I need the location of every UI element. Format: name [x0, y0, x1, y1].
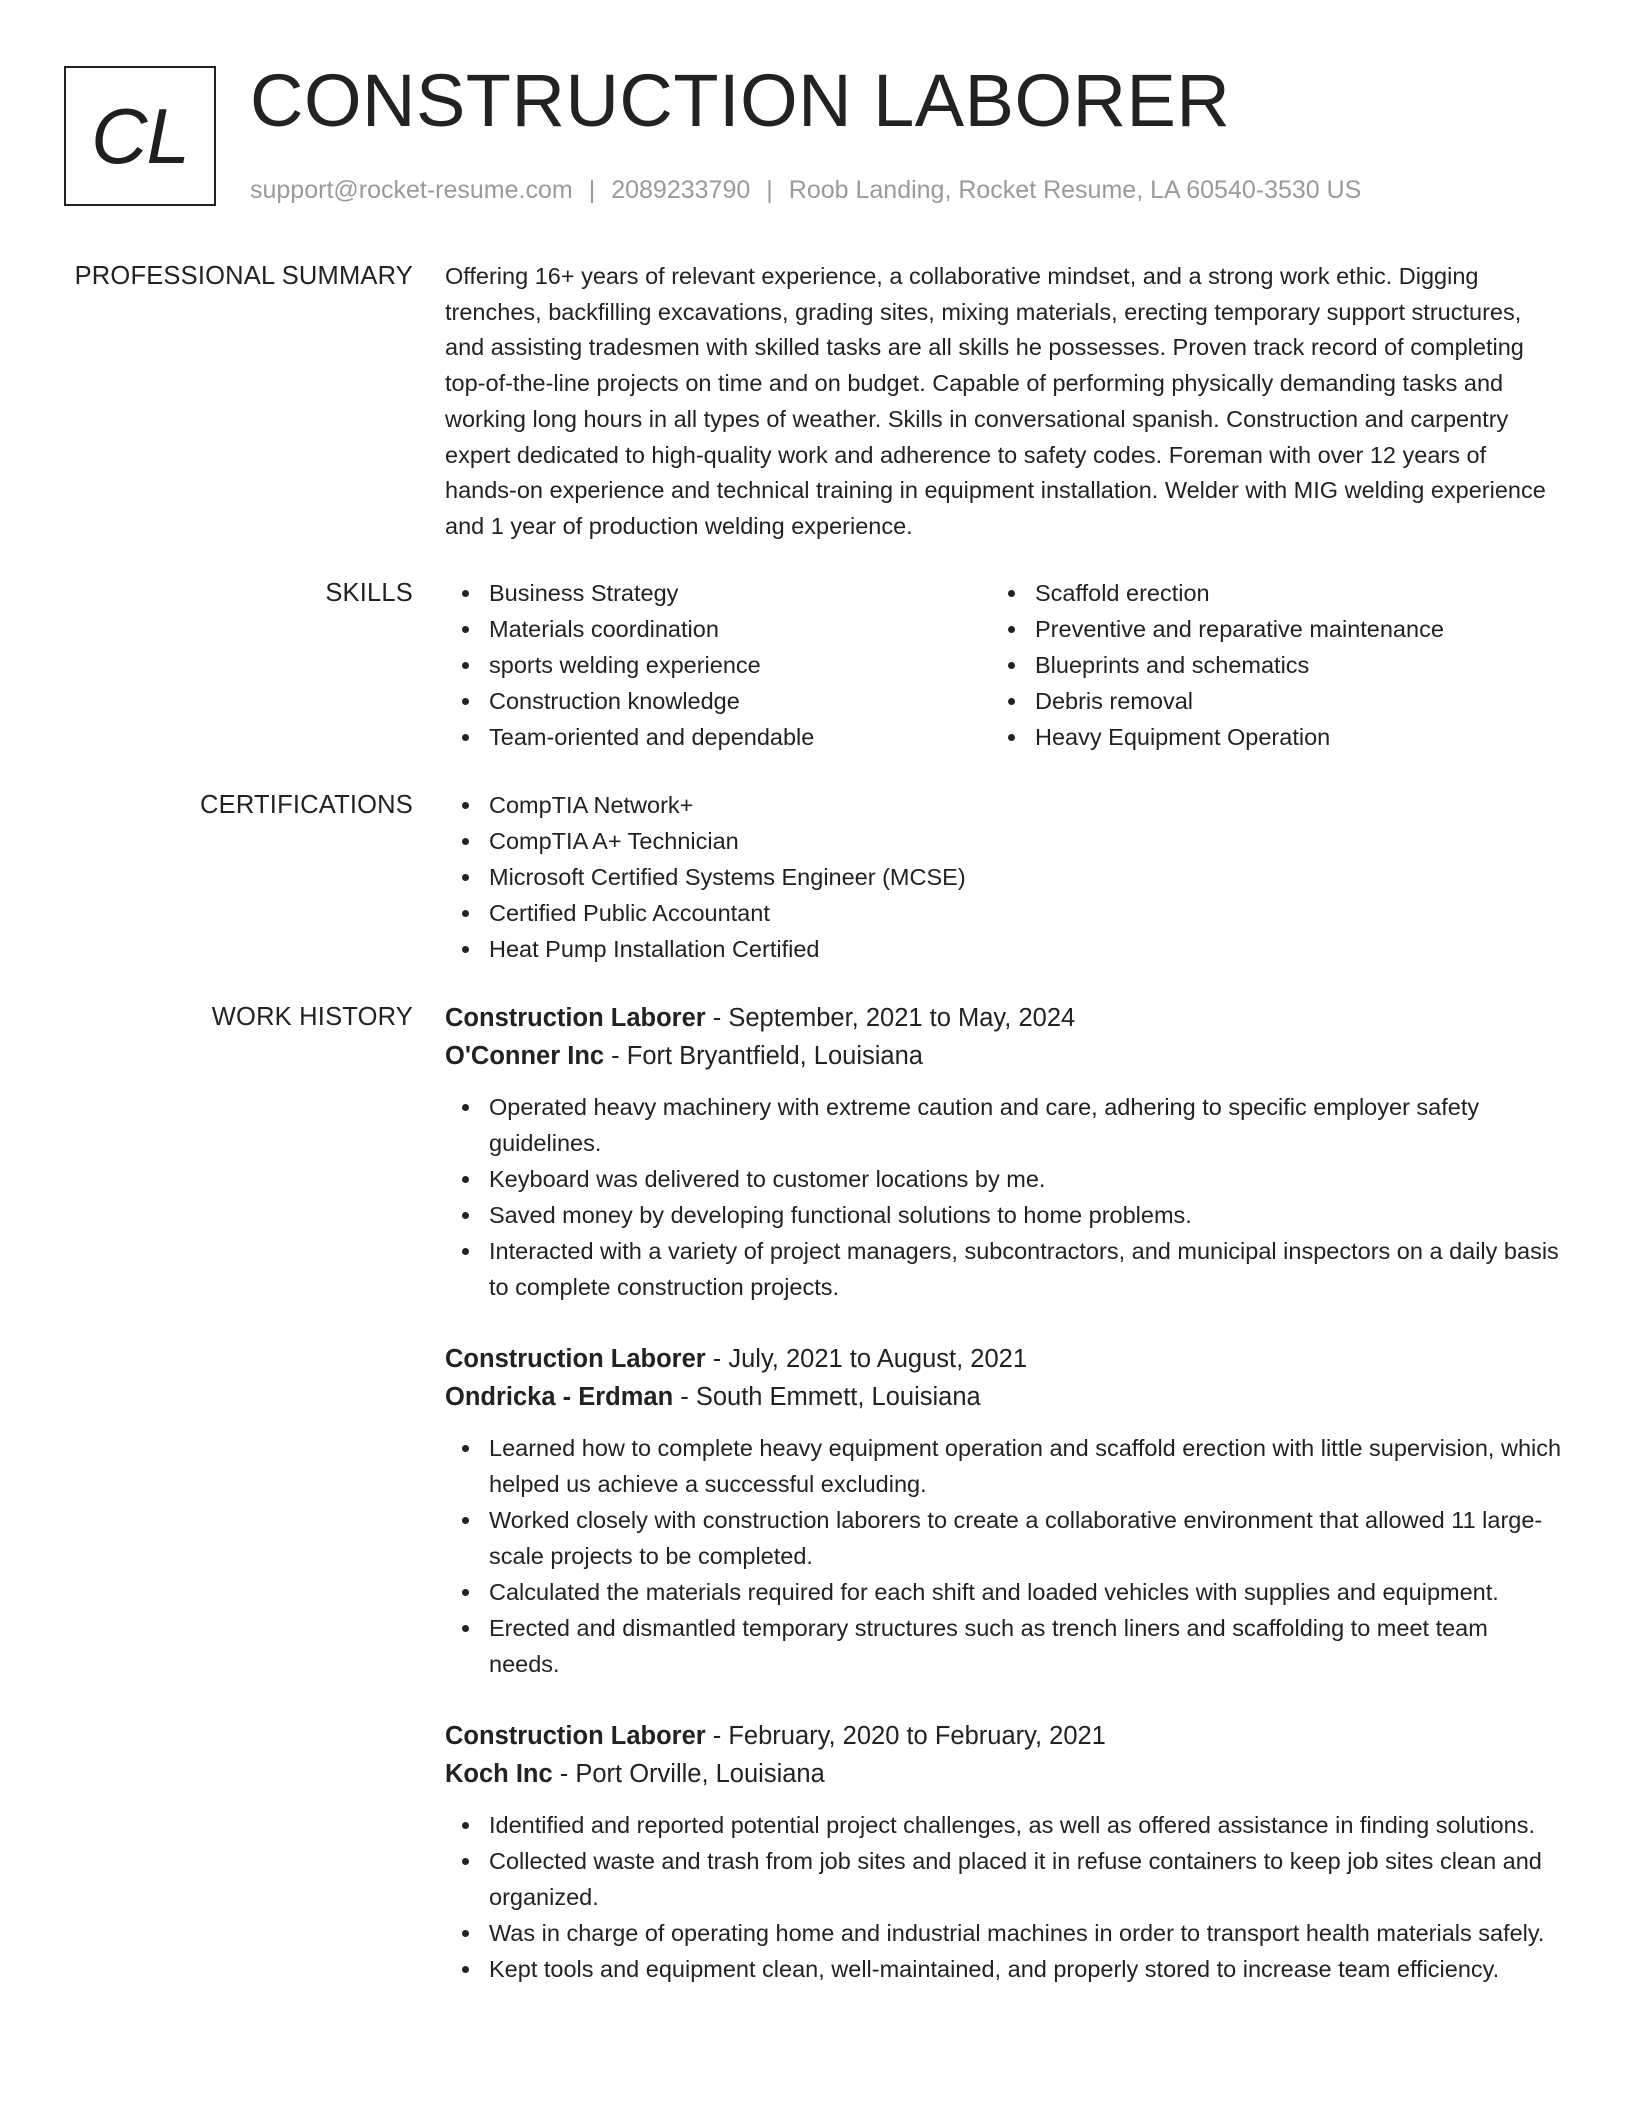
job-duty-item: Collected waste and trash from job sites and placed it in refuse containers to keep job sites clean and organized.	[445, 1843, 1563, 1915]
job-company-line	[445, 1037, 1563, 1075]
summary-heading: PROFESSIONAL SUMMARY	[74, 262, 413, 290]
certification-item: Certified Public Accountant	[445, 895, 1563, 931]
skill-item: Construction knowledge	[445, 683, 991, 719]
skill-item: Heavy Equipment Operation	[991, 719, 1537, 755]
resume-name: CONSTRUCTION LABORER	[250, 59, 1231, 142]
contact-phone: 2089233790	[611, 176, 751, 204]
skill-item: Preventive and reparative maintenance	[991, 611, 1537, 647]
certifications-heading: CERTIFICATIONS	[200, 791, 413, 819]
work-history-heading: WORK HISTORY	[211, 1003, 413, 1031]
certification-item: CompTIA A+ Technician	[445, 823, 1563, 859]
certifications-list	[445, 787, 1563, 967]
certification-item: Heat Pump Installation Certified	[445, 931, 1563, 967]
summary-text: Offering 16+ years of relevant experience, a collaborative mindset, and a strong work ethic. Digging trenches, backfilling excavations, grading sites, mixing materials, erecting temporary support structures, and assisting tradesmen with skilled tasks are all skills he possesses. Proven track record of completing top-of-the-line projects on time and on budget. Capable of performing physically demanding tasks and working long hours in all types of weather. Skills in conversational spanish. Construction and carpentry expert dedicated to high-quality work and adherence to safety codes. Foreman with over 12 years of hands-on experience and technical training in equipment installation. Welder with MIG welding experience and 1 year of production welding experience.	[445, 263, 1546, 539]
job-dates: - February, 2020 to February, 2021	[705, 1722, 1106, 1750]
job-duty-item: Operated heavy machinery with extreme caution and care, adhering to specific employer safety guidelines.	[445, 1089, 1563, 1161]
job-duties-list	[445, 1807, 1563, 1987]
skills-column-left	[445, 575, 991, 755]
job-location: - Fort Bryantfield, Louisiana	[604, 1042, 923, 1070]
certification-item: Microsoft Certified Systems Engineer (MCSE)	[445, 859, 1563, 895]
job-duty-item: Kept tools and equipment clean, well-maintained, and properly stored to increase team efficiency.	[445, 1951, 1563, 1987]
skills-column-right	[991, 575, 1537, 755]
job-duty-item: Worked closely with construction laborers to create a collaborative environment that allowed 11 large-scale projects to be completed.	[445, 1502, 1563, 1574]
contact-line	[250, 174, 1361, 206]
job-dates: - July, 2021 to August, 2021	[705, 1345, 1028, 1373]
job-company-line	[445, 1755, 1563, 1793]
job-company: O'Conner Inc	[445, 1042, 605, 1070]
skill-item: Team-oriented and dependable	[445, 719, 991, 755]
job-company: Koch Inc	[445, 1760, 553, 1788]
job-title-line	[445, 1717, 1563, 1755]
job-duty-item: Interacted with a variety of project managers, subcontractors, and municipal inspectors on a daily basis to complete construction projects.	[445, 1233, 1563, 1305]
job-duty-item: Learned how to complete heavy equipment operation and scaffold erection with little supervision, which helped us achieve a successful excluding.	[445, 1430, 1563, 1502]
skills-body	[445, 575, 1563, 755]
monogram-initials: CL	[91, 92, 189, 180]
job-company: Ondricka - Erdman	[445, 1383, 674, 1411]
job-duty-item: Calculated the materials required for each shift and loaded vehicles with supplies and equipment.	[445, 1574, 1563, 1610]
certification-item: CompTIA Network+	[445, 787, 1563, 823]
job-duties-list	[445, 1430, 1563, 1682]
job-duty-item: Keyboard was delivered to customer locations by me.	[445, 1161, 1563, 1197]
job-duty-item: Saved money by developing functional solutions to home problems.	[445, 1197, 1563, 1233]
skill-item: Business Strategy	[445, 575, 991, 611]
job-entry	[445, 1717, 1563, 1987]
contact-separator: |	[588, 176, 596, 204]
job-duty-item: Erected and dismantled temporary structures such as trench liners and scaffolding to meet team needs.	[445, 1610, 1563, 1682]
job-title-line	[445, 1340, 1563, 1378]
job-dates: - September, 2021 to May, 2024	[705, 1004, 1076, 1032]
summary-body	[445, 259, 1563, 545]
skill-item: sports welding experience	[445, 647, 991, 683]
job-location: - Port Orville, Louisiana	[552, 1760, 825, 1788]
monogram-box	[64, 66, 216, 206]
job-entry	[445, 999, 1563, 1305]
skill-item: Blueprints and schematics	[991, 647, 1537, 683]
job-title-line	[445, 999, 1563, 1037]
skills-heading: SKILLS	[325, 579, 413, 607]
job-entry	[445, 1340, 1563, 1682]
contact-email: support@rocket-resume.com	[250, 176, 573, 204]
job-role: Construction Laborer	[445, 1345, 706, 1373]
job-role: Construction Laborer	[445, 1004, 706, 1032]
job-role: Construction Laborer	[445, 1722, 706, 1750]
skill-item: Scaffold erection	[991, 575, 1537, 611]
certifications-body	[445, 787, 1563, 967]
skill-item: Materials coordination	[445, 611, 991, 647]
skills-list-left	[445, 575, 991, 755]
job-duties-list	[445, 1089, 1563, 1305]
job-location: - South Emmett, Louisiana	[673, 1383, 981, 1411]
job-company-line	[445, 1378, 1563, 1416]
contact-address: Roob Landing, Rocket Resume, LA 60540-3530 US	[788, 176, 1362, 204]
job-duty-item: Identified and reported potential project challenges, as well as offered assistance in finding solutions.	[445, 1807, 1563, 1843]
skills-list-right	[991, 575, 1537, 755]
skill-item: Debris removal	[991, 683, 1537, 719]
contact-separator: |	[766, 176, 773, 204]
skills-columns	[445, 575, 1563, 755]
job-duty-item: Was in charge of operating home and industrial machines in order to transport health materials safely.	[445, 1915, 1563, 1951]
